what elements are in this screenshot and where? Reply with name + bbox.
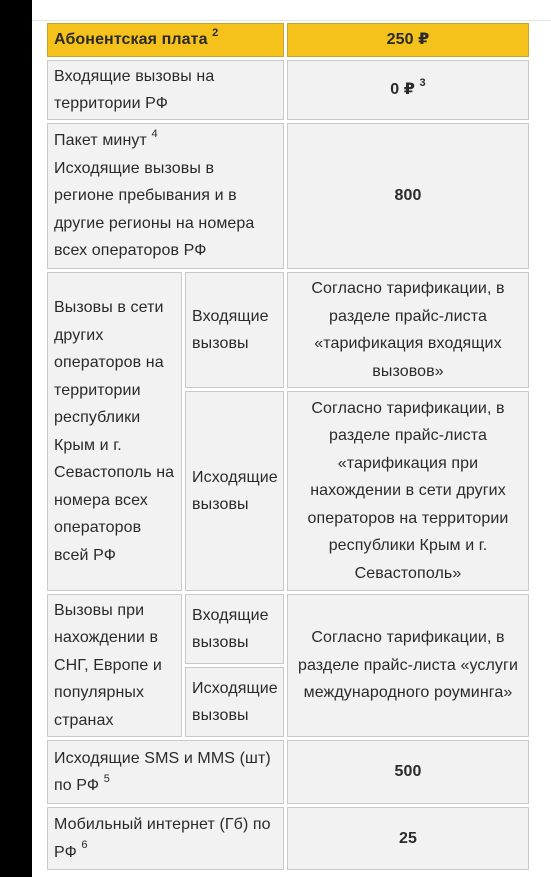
table-row-internet [47,807,529,870]
table-row-sms [47,740,529,804]
crimea-outgoing-label: Исходящие вызовы [185,391,284,591]
fee-value: 250 ₽ [287,23,529,57]
table-row-fee [47,23,529,57]
incoming-rf-label: Входящие вызовы на территории РФ [47,60,284,120]
table-row-roaming-incoming [47,594,529,664]
minutes-value: 800 [287,123,529,269]
internet-label: Мобильный интернет (Гб) по РФ [54,816,271,861]
roaming-incoming-label: Входящие вызовы [185,594,284,664]
screen-edge-bar [0,0,32,877]
minutes-note[interactable]: 4 [151,127,158,140]
fee-note[interactable]: 2 [212,26,219,39]
table-row-crimea-incoming [47,272,529,388]
sms-value: 500 [287,740,529,804]
roaming-label: Вызовы при нахождении в СНГ, Европе и популярных странах [47,594,182,737]
incoming-rf-note[interactable]: 3 [419,76,426,89]
sms-note[interactable]: 5 [103,772,110,785]
minutes-package-label: Пакет минут [54,132,147,150]
page-top-strip [32,0,551,21]
fee-label-cell [47,23,284,57]
internet-note[interactable]: 6 [81,839,88,852]
crimea-incoming-value: Согласно тарификации, в разделе прайс-листа «тарификация входящих вызовов» [287,272,529,388]
fee-label: Абонентская плата [54,31,208,49]
incoming-rf-value: 0 ₽ [390,81,415,99]
sms-label-cell [47,740,284,804]
internet-label-cell [47,807,284,870]
internet-value: 25 [287,807,529,870]
table-row-incoming-rf [47,60,529,120]
minutes-outgoing-label: Исходящие вызовы в регионе пребывания и в другие регионы на номера всех операторов РФ [54,159,255,260]
crimea-label: Вызовы в сети других операторов на территории республики Крым и г. Севастополь на номера всех операторов всей РФ [47,272,182,591]
table-row-minutes [47,123,529,269]
roaming-value: Согласно тарификации, в разделе прайс-листа «услуги международного роуминга» [287,594,529,737]
minutes-label-cell [47,123,284,269]
roaming-outgoing-label: Исходящие вызовы [185,667,284,737]
crimea-incoming-label: Входящие вызовы [185,272,284,388]
incoming-rf-value-cell [287,60,529,120]
sms-label: Исходящие SMS и MMS (шт) по РФ [54,749,271,794]
tariff-table [44,20,532,873]
crimea-outgoing-value: Согласно тарификации, в разделе прайс-листа «тарификация при нахождении в сети других операторов на территории республики Крым и г. Севастополь» [287,391,529,591]
